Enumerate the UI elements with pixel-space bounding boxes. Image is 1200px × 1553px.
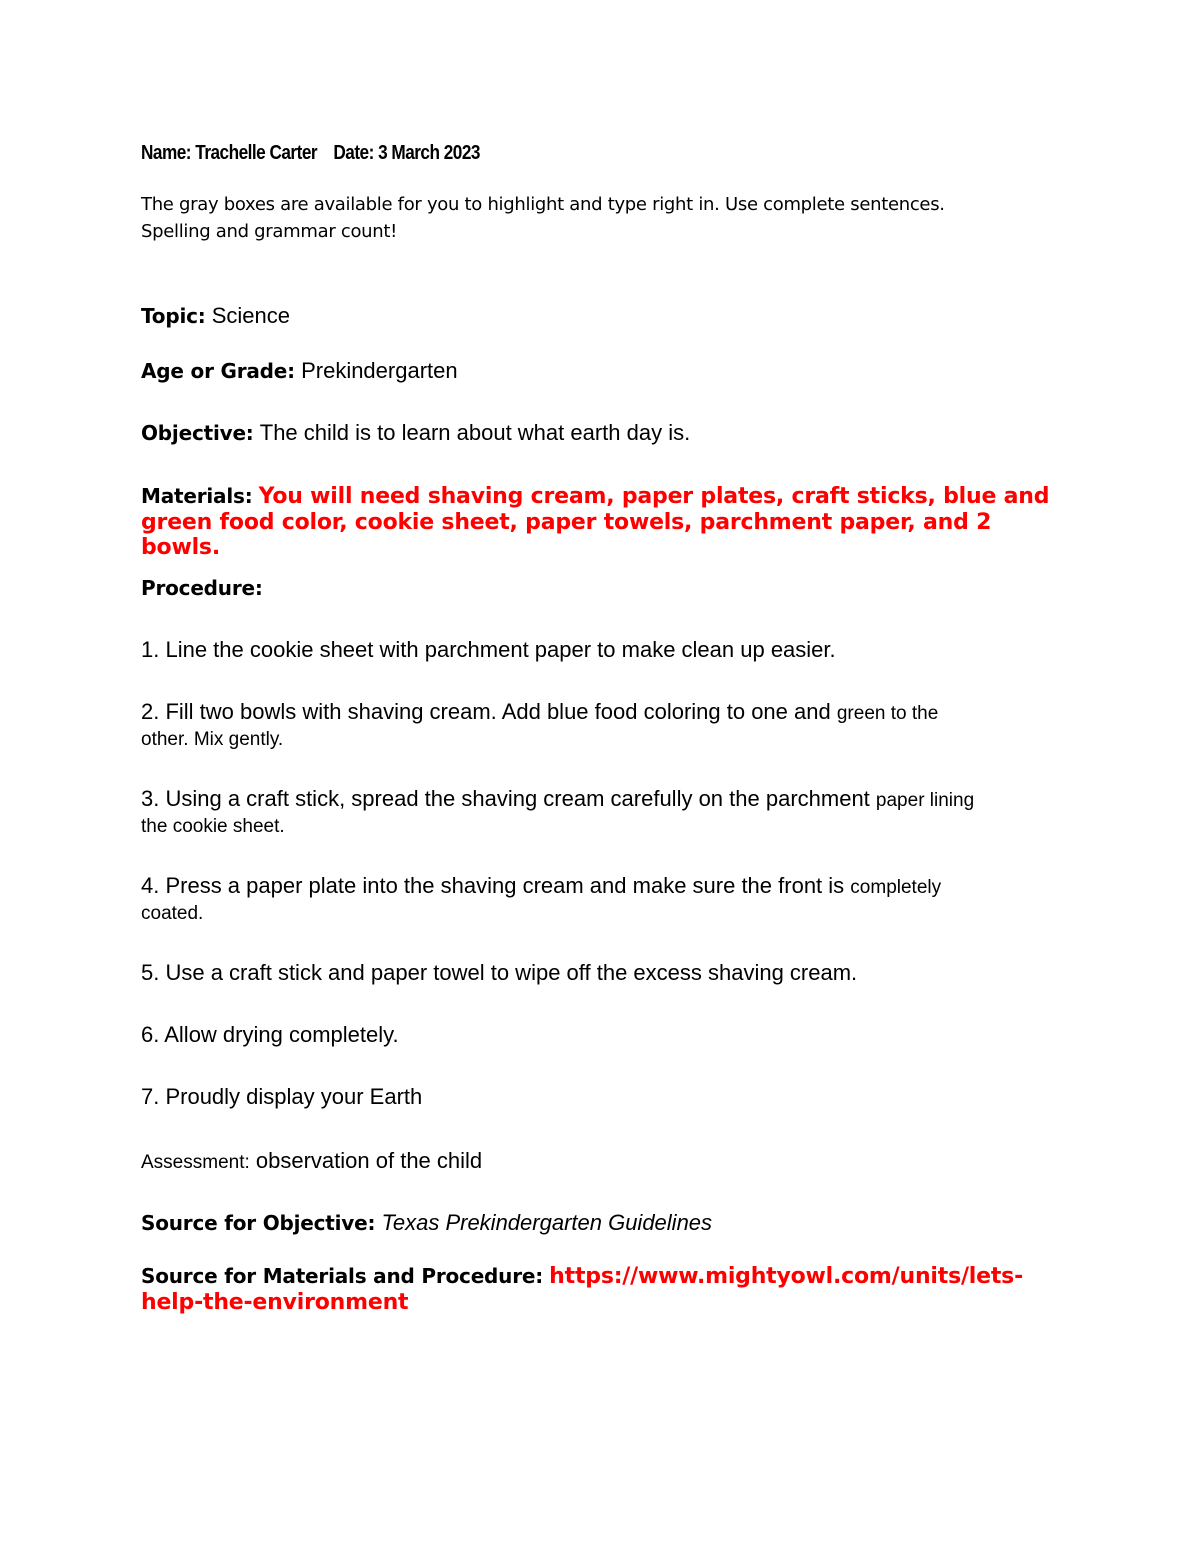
assessment-label: Assessment: <box>141 1152 250 1173</box>
date-value: 3 March 2023 <box>378 142 480 164</box>
procedure-step-7[interactable] <box>141 1084 1061 1110</box>
step-1-text: 1. Line the cookie sheet with parchment paper to make clean up easier. <box>141 637 836 662</box>
source-objective-value[interactable]: Texas Prekindergarten Guidelines <box>381 1210 713 1235</box>
procedure-step-5[interactable] <box>141 960 1061 986</box>
step-2-tail: green to the <box>836 703 939 724</box>
name-date-header <box>141 142 932 165</box>
assessment-field <box>141 1148 1061 1174</box>
date-label: Date: <box>333 142 374 164</box>
materials-value-line-2[interactable]: green food color, cookie sheet, paper towels, parchment paper, and 2 bowls. <box>141 510 992 560</box>
step-5-text: 5. Use a craft stick and paper towel to wipe off the excess shaving cream. <box>141 960 858 985</box>
objective-label: Objective: <box>141 421 254 445</box>
procedure-heading <box>141 574 1061 602</box>
step-3-line-2: the cookie sheet. <box>141 816 285 837</box>
topic-value[interactable]: Science <box>211 303 290 328</box>
step-3-tail: paper lining <box>875 790 975 811</box>
instructions-line-1: The gray boxes are available for you to highlight and type right in. Use complete sentences. <box>141 194 945 215</box>
age-grade-field <box>141 357 1061 385</box>
objective-field <box>141 419 1061 447</box>
source-materials-field <box>141 1262 1061 1291</box>
procedure-step-4[interactable] <box>141 873 1061 927</box>
topic-field <box>141 302 1061 330</box>
materials-field <box>141 482 1061 511</box>
source-materials-link-line-2[interactable]: help-the-environment <box>141 1290 409 1315</box>
procedure-label: Procedure: <box>141 576 263 600</box>
name-value: Trachelle Carter <box>195 142 318 164</box>
step-3-text: 3. Using a craft stick, spread the shaving cream carefully on the parchment <box>141 786 870 811</box>
age-grade-value[interactable]: Prekindergarten <box>301 358 458 383</box>
step-4-line-2: coated. <box>141 903 204 924</box>
instructions <box>141 191 1061 245</box>
source-materials-link-line-1[interactable]: https://www.mightyowl.com/units/lets- <box>549 1264 1024 1289</box>
materials-line-2-block <box>141 510 1061 560</box>
step-4-text: 4. Press a paper plate into the shaving cream and make sure the front is <box>141 873 845 898</box>
topic-label: Topic: <box>141 304 206 328</box>
instructions-line-2: Spelling and grammar count! <box>141 221 398 242</box>
source-materials-label: Source for Materials and Procedure: <box>141 1264 544 1288</box>
age-grade-label: Age or Grade: <box>141 359 295 383</box>
materials-label: Materials: <box>141 484 253 508</box>
step-2-text: 2. Fill two bowls with shaving cream. Add blue food coloring to one and <box>141 699 831 724</box>
procedure-step-6[interactable] <box>141 1022 1061 1048</box>
step-2-line-2: other. Mix gently. <box>141 729 284 750</box>
procedure-step-2[interactable] <box>141 699 1061 753</box>
step-4-tail: completely <box>850 877 942 898</box>
source-objective-field <box>141 1209 1061 1237</box>
materials-value-line-1[interactable]: You will need shaving cream, paper plates, craft sticks, blue and <box>258 484 1050 509</box>
step-7-text: 7. Proudly display your Earth <box>141 1084 423 1109</box>
step-6-text: 6. Allow drying completely. <box>141 1022 399 1047</box>
source-materials-link-line-2-block <box>141 1290 1061 1315</box>
procedure-step-1[interactable] <box>141 637 1061 663</box>
objective-value[interactable]: The child is to learn about what earth day is. <box>259 420 691 445</box>
source-objective-label: Source for Objective: <box>141 1211 376 1235</box>
procedure-step-3[interactable] <box>141 786 1061 840</box>
assessment-value[interactable]: observation of the child <box>255 1148 483 1173</box>
name-label: Name: <box>141 142 192 164</box>
